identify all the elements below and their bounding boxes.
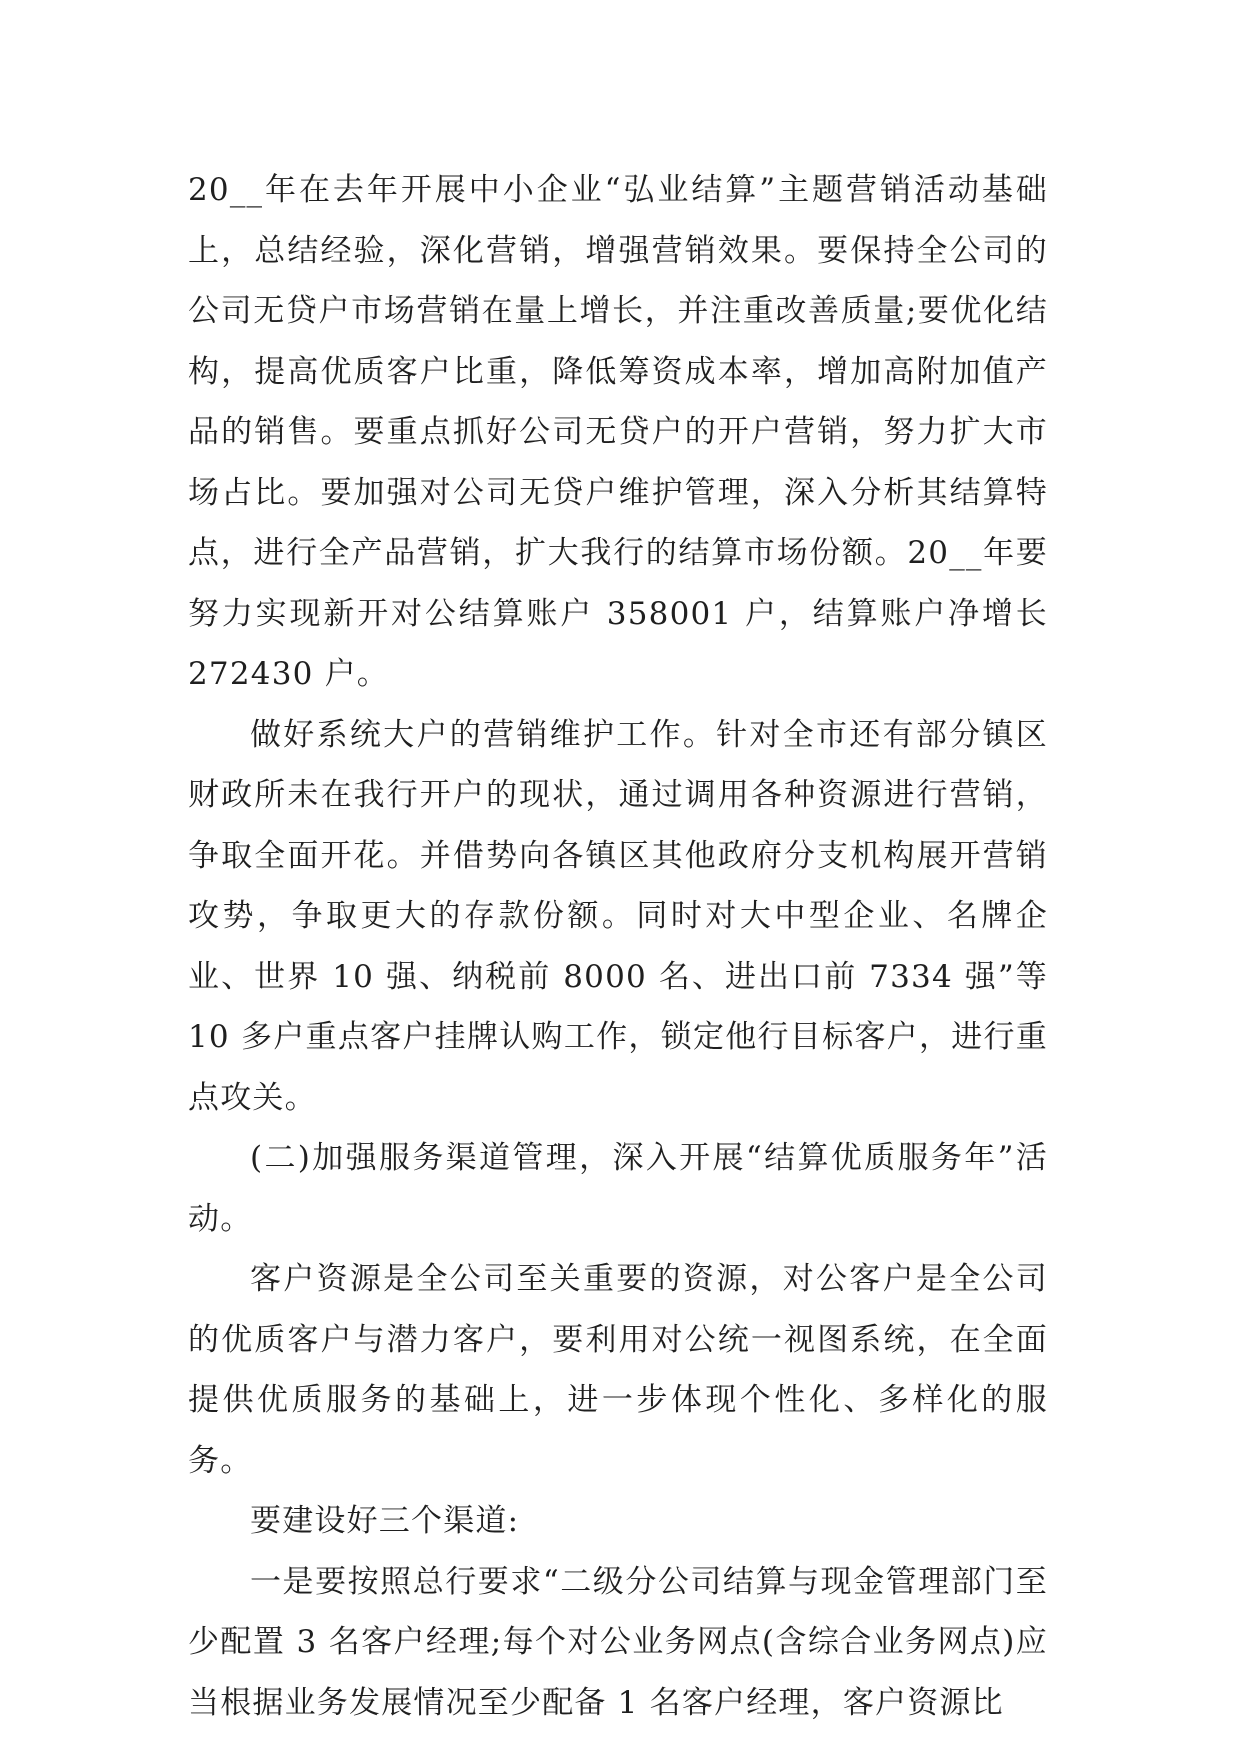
section-heading-2: (二)加强服务渠道管理，深入开展“结算优质服务年”活动。 <box>188 1140 1048 1237</box>
paragraph-1: 20__年在去年开展中小企业“弘业结算”主题营销活动基础上，总结经验，深化营销，增强营销效果。要保持全公司的公司无贷户市场营销在量上增长，并注重改善质量;要优化结构，提高优质客户比重，降低筹资成本率，增加高附加值产品的销售。要重点抓好公司无贷户的开户营销，努力扩大市场占比。要加强对公司无贷户维护管理，深入分析其结算特点，进行全产品营销，扩大我行的结算市场份额。20__年要努力实现新开对公结算账户 358001 户，结算账户净增长272430 户。 <box>188 172 1048 692</box>
document-body <box>188 160 1048 1733</box>
paragraph-3: 客户资源是全公司至关重要的资源，对公客户是全公司的优质客户与潜力客户，要利用对公统一视图系统，在全面提供优质服务的基础上，进一步体现个性化、多样化的服务。 <box>188 1261 1048 1479</box>
paragraph-4: 要建设好三个渠道: <box>250 1503 520 1539</box>
paragraph-5: 一是要按照总行要求“二级分公司结算与现金管理部门至少配置 3 名客户经理;每个对公业务网点(含综合业务网点)应当根据业务发展情况至少配备 1 名客户经理，客户资源比 <box>188 1563 1048 1721</box>
paragraph-2: 做好系统大户的营销维护工作。针对全市还有部分镇区财政所未在我行开户的现状，通过调用各种资源进行营销，争取全面开花。并借势向各镇区其他政府分支机构展开营销攻势，争取更大的存款份额。同时对大中型企业、名牌企业、世界 10 强、纳税前 8000 名、进出口前 7334 强”等 10 多户重点客户挂牌认购工作，锁定他行目标客户，进行重点攻关。 <box>188 716 1048 1116</box>
